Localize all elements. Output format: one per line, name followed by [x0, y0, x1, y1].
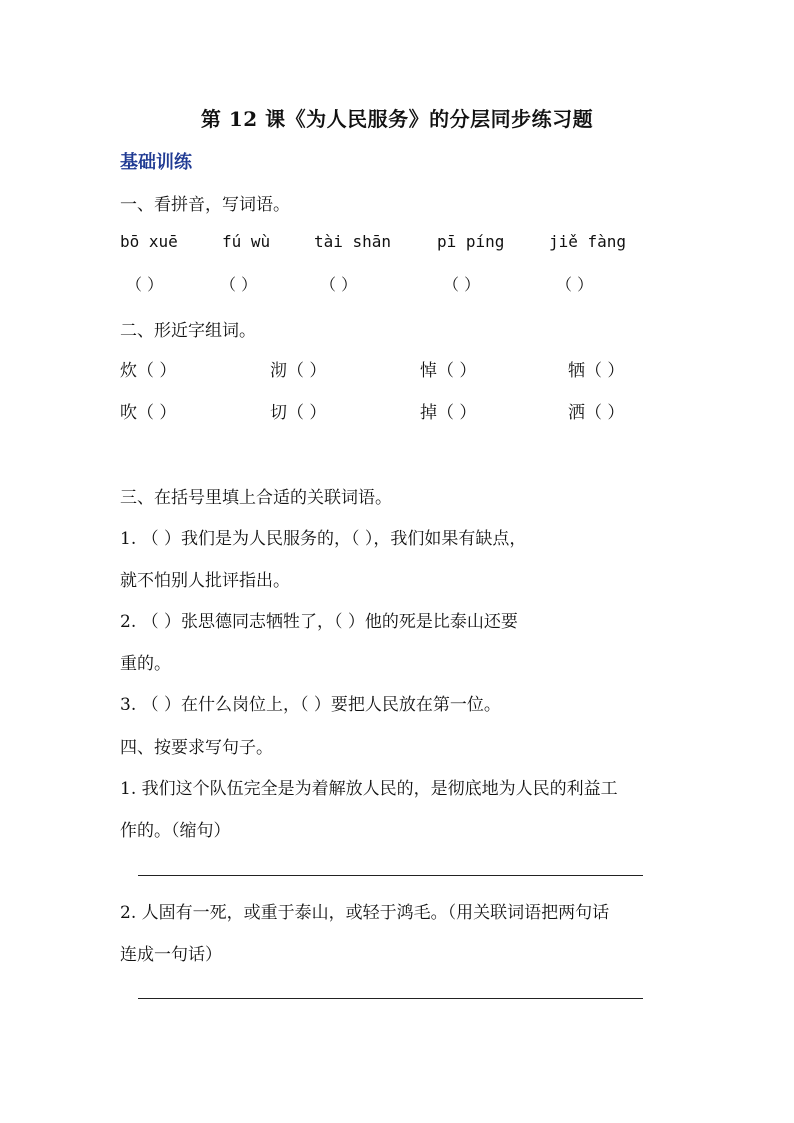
char-item-2: 沏（ ） — [270, 361, 327, 381]
question-3-heading: 三、在括号里填上合适的关联词语。 — [120, 488, 392, 508]
question-4-heading: 四、按要求写句子。 — [120, 738, 273, 758]
char-item-1: 炊（ ） — [120, 361, 177, 381]
char-item-5: 吹（ ） — [120, 403, 177, 423]
question-1-heading: 一、看拼音，写词语。 — [120, 195, 290, 215]
pinyin-1: bō xuē — [120, 232, 178, 251]
char-item-8: 洒（ ） — [568, 403, 625, 423]
section-heading: 基础训练 — [120, 152, 192, 173]
char-item-4: 牺（ ） — [568, 361, 625, 381]
answer-blank-1[interactable]: （ ） — [126, 275, 164, 294]
answer-line-2[interactable] — [138, 998, 643, 999]
pinyin-5: jiě fàng — [549, 232, 627, 251]
q4-item-2-line-1: 2. 人固有一死，或重于泰山，或轻于鸿毛。（用关联词语把两句话 — [120, 903, 610, 923]
q3-item-1-line-2: 就不怕别人批评指出。 — [120, 571, 290, 591]
q4-item-1-line-2: 作的。（缩句） — [120, 821, 231, 841]
q4-item-1-line-1: 1. 我们这个队伍完全是为着解放人民的，是彻底地为人民的利益工 — [120, 779, 618, 799]
answer-line-1[interactable] — [138, 875, 643, 876]
answer-blank-4[interactable]: （ ） — [443, 275, 481, 294]
q3-item-1-line-1: 1. （ ）我们是为人民服务的，（ ），我们如果有缺点， — [120, 529, 527, 549]
question-2-heading: 二、形近字组词。 — [120, 321, 256, 341]
pinyin-3: tài shān — [314, 232, 392, 251]
pinyin-4: pī píng — [437, 232, 505, 251]
pinyin-2: fú wù — [222, 232, 271, 251]
q3-item-2-line-1: 2. （ ）张思德同志牺牲了，（ ）他的死是比泰山还要 — [120, 612, 518, 632]
q4-item-2-line-2: 连成一句话） — [120, 945, 222, 965]
page-title: 第 12 课《为人民服务》的分层同步练习题 — [200, 107, 594, 131]
answer-blank-5[interactable]: （ ） — [556, 275, 594, 294]
char-item-7: 掉（ ） — [420, 403, 477, 423]
char-item-6: 切（ ） — [270, 403, 327, 423]
q3-item-3: 3. （ ）在什么岗位上，（ ）要把人民放在第一位。 — [120, 695, 501, 715]
answer-blank-3[interactable]: （ ） — [320, 275, 358, 294]
char-item-3: 悼（ ） — [420, 361, 477, 381]
answer-blank-2[interactable]: （ ） — [220, 275, 258, 294]
q3-item-2-line-2: 重的。 — [120, 654, 171, 674]
